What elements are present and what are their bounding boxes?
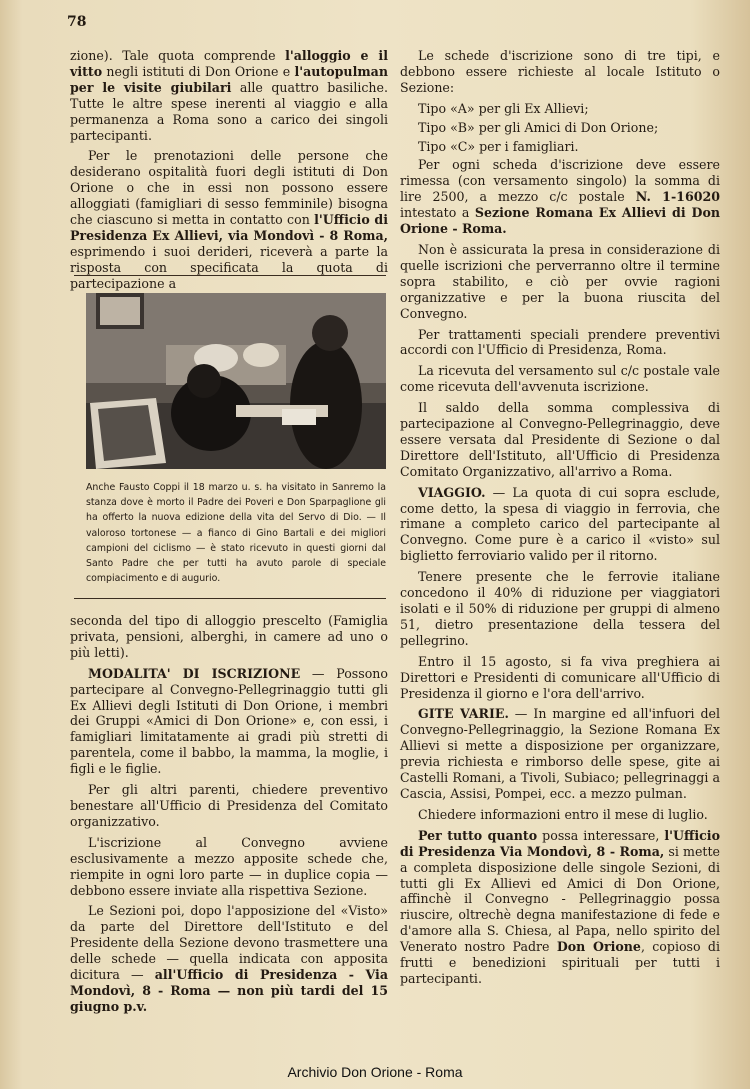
list-item: Tipo «A» per gli Ex Allievi; xyxy=(418,100,589,116)
paragraph: Tenere presente che le ferrovie italiane concedono il 40% di riduzione per viaggiatori isolati e il 50% di riduzione per gruppi di almeno 51, dietro presentazione della tessera del pellegrino. xyxy=(400,569,720,648)
section-heading: MODALITA' DI ISCRIZIONE xyxy=(88,665,301,681)
photo-caption: Anche Fausto Coppi il 18 marzo u. s. ha visitato in Sanremo la stanza dove è morto il Padre dei Poveri e Don Sparpaglione gli ha offerto la nuova edizione della vita del Servo di Dio. — Il valoroso tortonese — a fianco di Gino Bartali e dei migliori campioni del ciclismo — è stato ricevuto in questi giorni dal Santo Padre che per tutti ha avuto parole di speciale compiacimento e di augurio. xyxy=(86,482,386,585)
paragraph: Per ogni scheda d'iscrizione deve essere rimessa (con versamento singolo) la somma di lire 2500, a mezzo c/c postale N. 1-16020 intestato a Sezione Romana Ex Allievi di Don Orione - Roma. xyxy=(400,157,720,237)
photograph xyxy=(86,293,386,469)
paragraph: Non è assicurata la presa in considerazione di quelle iscrizioni che perverranno oltre il termine sopra stabilito, e ciò per ovvie ragioni organizzative e per la buona riuscita del Convegno. xyxy=(400,241,720,321)
paragraph: Per le prenotazioni delle persone che desiderano ospitalità fuori degli istituti di Don Orione o che in essi non possono essere alloggiati (famigliari di sesso femminile) bisogna che ciascuno si metta in contatto con l'Ufficio di Presidenza Ex Allievi, via Mondovì - 8 Roma, esprimendo i suoi derideri, riceverà a parte la risposta con specificata la quota di partecipazione a xyxy=(70,148,389,291)
paragraph: seconda del tipo di alloggio prescelto (Famiglia privata, pensioni, alberghi, in camere ad uno o più letti). xyxy=(70,613,388,660)
paragraph: Il saldo della somma complessiva di partecipazione al Convegno-Pellegrinaggio, deve essere versata dal Presidente di Sezione o dal Direttore dell'Istituto, all'Ufficio di Presidenza Comitato Organizzativo, all'arrivo a Roma. xyxy=(400,400,720,479)
list-item: Tipo «C» per i famigliari. xyxy=(418,138,579,154)
paragraph: MODALITA' DI ISCRIZIONE — Possono partecipare al Convegno-Pellegrinaggio tutti gli Ex Allievi degli Istituti di Don Orione, i membri dei Gruppi «Amici di Don Orione» e, con essi, i famigliari limitatamente ai gradi più stretti di parentela, come il babbo, la mamma, la moglie, i figli e le figlie. xyxy=(70,665,388,777)
divider-rule xyxy=(74,275,386,276)
paragraph: Chiedere informazioni entro il mese di luglio. xyxy=(418,806,708,822)
paragraph: Per gli altri parenti, chiedere preventivo benestare all'Ufficio di Presidenza del Comitato organizzativo. xyxy=(70,782,388,829)
paragraph: GITE VARIE. — In margine ed all'infuori del Convegno-Pellegrinaggio, la Sezione Romana Ex Allievi si mette a disposizione per organizzare, previa richiesta e rimborso delle spese, gite ai Castelli Romani, a Tivoli, Subiaco; pellegrinaggi a Cascia, Assisi, Pompei, ecc. a mezzo pulman. xyxy=(400,706,720,801)
paragraph: L'iscrizione al Convegno avviene esclusivamente a mezzo apposite schede che, riempite in ogni loro parte — in duplice copia — debbono essere inviate alla rispettiva Sezione. xyxy=(70,834,388,898)
paragraph: La ricevuta del versamento sul c/c postale vale come ricevuta dell'avvenuta iscrizione. xyxy=(400,363,720,395)
paragraph: Entro il 15 agosto, si fa viva preghiera ai Direttori e Presidenti di comunicare all'Ufficio di Presidenza il giorno e l'ora dell'arrivo. xyxy=(400,653,720,701)
paragraph: zione). Tale quota comprende l'alloggio e il vitto negli istituti di Don Orione e l'autopulman per le visite giubilari alle quattro basiliche. Tutte le altre spese inerenti al viaggio e alla permanenza a Roma sono a carico dei singoli partecipanti. xyxy=(70,48,388,143)
paragraph: Per tutto quanto possa interessare, l'Ufficio di Presidenza Via Mondovì, 8 - Roma, si mette a completa disposizione delle singole Sezioni, di tutti gli Ex Allievi ed Amici di Don Orione, affinchè il Convegno - Pellegrinaggio possa riuscire, oltrechè degna manifestazione di fede e d'amore alla S. Chiesa, al Papa, nello spirito del Venerato nostro Padre Don Orione, copioso di frutti e benedizioni spirituali per tutti i partecipanti. xyxy=(400,827,720,986)
divider-rule xyxy=(74,598,386,599)
section-heading: GITE VARIE. xyxy=(418,706,509,722)
paragraph: Le schede d'iscrizione sono di tre tipi, e debbono essere richieste al locale Istituto o Sezione: xyxy=(400,48,720,95)
left-column-bottom xyxy=(70,613,388,1020)
archive-footer: Archivio Don Orione - Roma xyxy=(287,1064,463,1080)
paragraph: Per trattamenti speciali prendere preventivi accordi con l'Ufficio di Presidenza, Roma. xyxy=(400,326,720,358)
right-column xyxy=(400,48,720,992)
list-item: Tipo «B» per gli Amici di Don Orione; xyxy=(418,119,659,135)
section-heading: VIAGGIO. xyxy=(418,484,486,500)
paragraph: Le Sezioni poi, dopo l'apposizione del «Visto» da parte del Direttore dell'Istituto e del Presidente della Sezione devono trasmettere una delle schede — quella indicata con apposita dicitura — all'Ufficio di Presidenza - Via Mondovì, 8 - Roma — non più tardi del 15 giugno p.v. xyxy=(70,903,388,1014)
paragraph: VIAGGIO. — La quota di cui sopra esclude, come detto, la spesa di viaggio in ferrovia, che rimane a completo carico del partecipante al Convegno. Come pure è a carico il «visto» sul biglietto ferroviario valido per il ritorno. xyxy=(400,484,720,564)
page-number: 78 xyxy=(67,14,87,30)
left-column-top xyxy=(70,48,388,297)
